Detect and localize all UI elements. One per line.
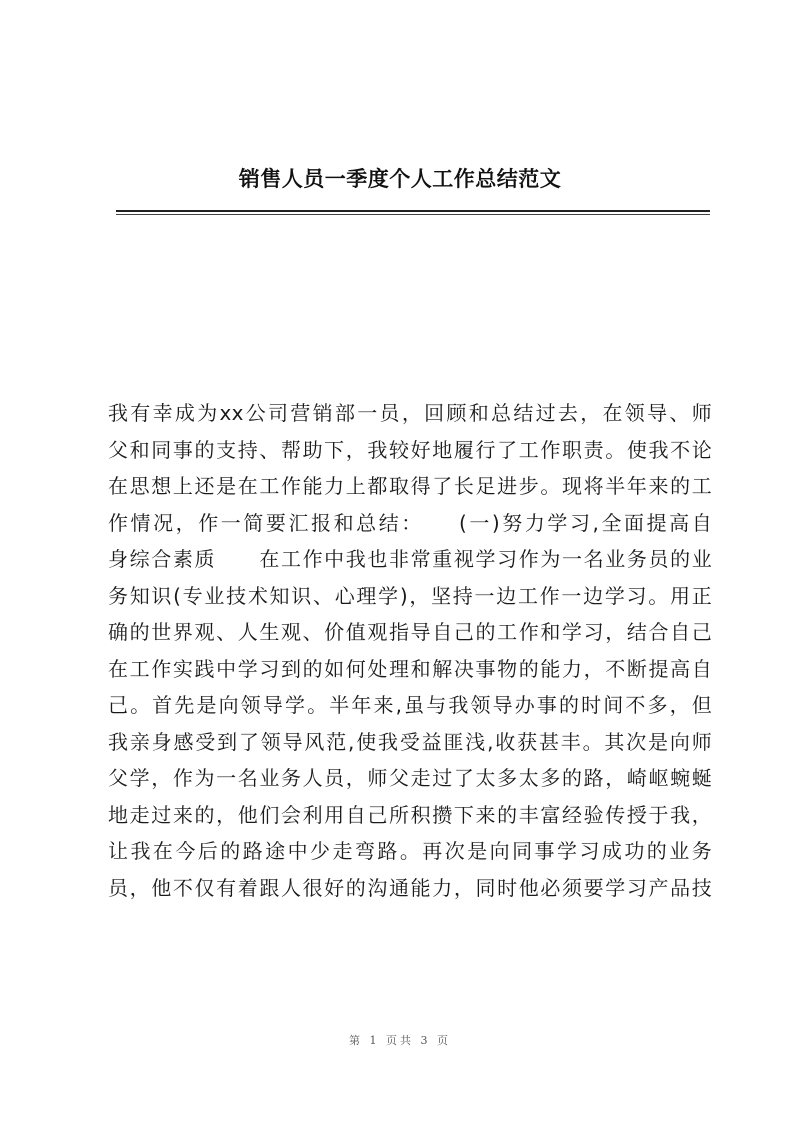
body-line: 地走过来的，他们会利用自己所积攒下来的丰富经验传授于我，: [108, 802, 712, 827]
body-line: 在思想上还是在工作能力上都取得了长足进步。现将半年来的工: [108, 474, 712, 498]
body-line: 务知识(专业技术知识、心理学)，坚持一边工作一边学习。用正: [108, 583, 712, 608]
body-line: 员，他不仅有着跟人很好的沟通能力，同时他必须要学习产品技: [108, 875, 712, 900]
body-line: 在工作实践中学习到的如何处理和解决事物的能力，不断提高自: [108, 656, 712, 681]
body-line: 作情况，作一简要汇报和总结： (一)努力学习,全面提高自: [108, 510, 712, 535]
body-line: 父学，作为一名业务人员，师父走过了太多太多的路，崎岖蜿蜒: [108, 766, 712, 790]
document-title: 销售人员一季度个人工作总结范文: [238, 166, 562, 191]
body-line: 我有幸成为xx公司营销部一员，回顾和总结过去，在领导、师: [108, 401, 712, 425]
document-body: [108, 395, 712, 906]
body-line: 父和同事的支持、帮助下，我较好地履行了工作职责。使我不论: [108, 437, 712, 462]
body-line: 己。首先是向领导学。半年来,虽与我领导办事的时间不多，但: [108, 693, 712, 717]
page-footer: 第 1 页共 3 页: [349, 1034, 451, 1047]
body-line: 确的世界观、人生观、价值观指导自己的工作和学习，结合自己: [108, 620, 712, 644]
body-line: 让我在今后的路途中少走弯路。再次是向同事学习成功的业务: [108, 839, 712, 863]
title-divider-thin: [116, 214, 710, 215]
body-line: 我亲身感受到了领导风范,使我受益匪浅,收获甚丰。其次是向师: [108, 729, 712, 754]
title-divider: [116, 210, 710, 212]
body-line: 身综合素质 在工作中我也非常重视学习作为一名业务员的业: [108, 547, 712, 571]
